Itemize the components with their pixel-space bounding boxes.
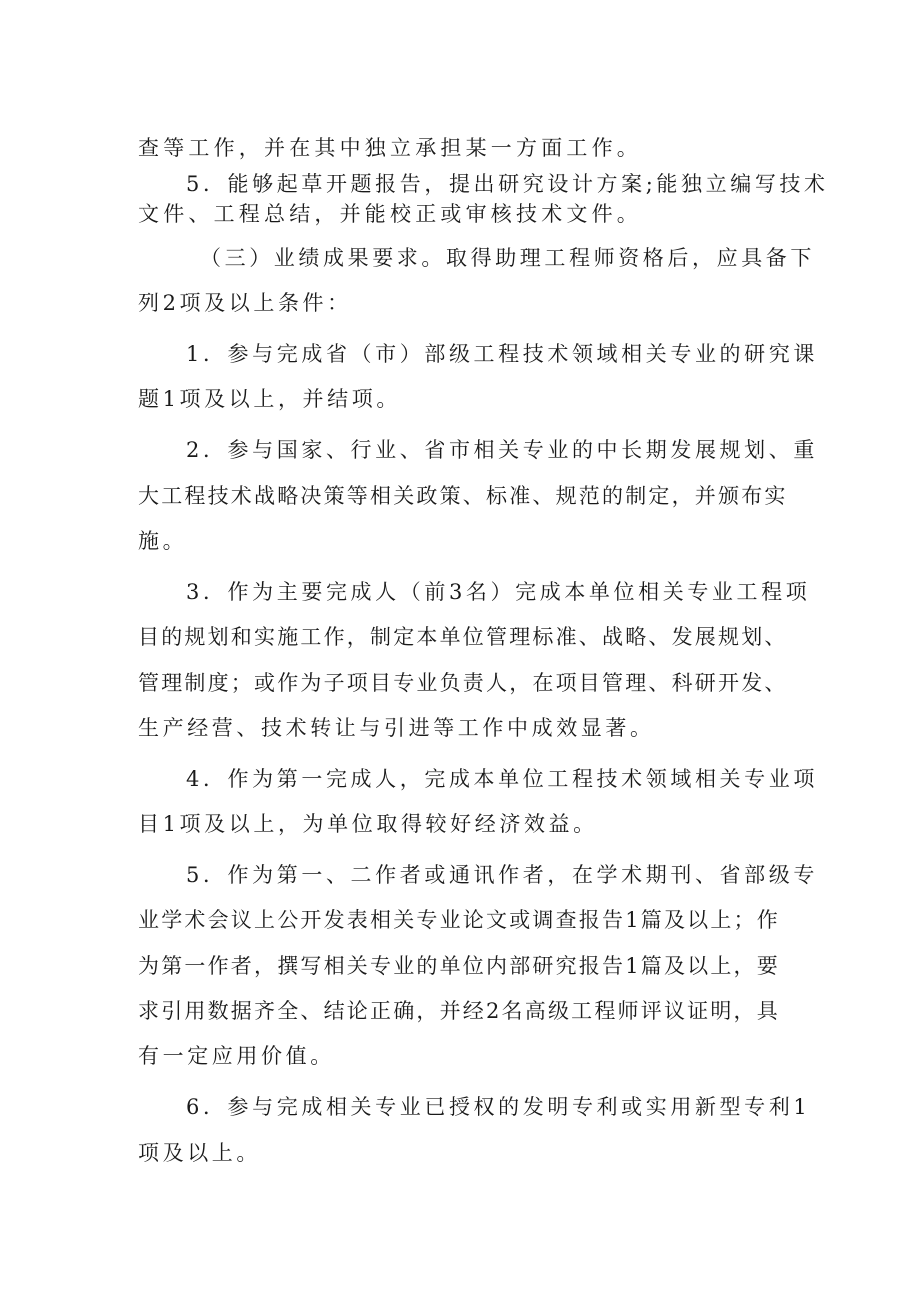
list-item-line: 项及以上。 — [138, 1141, 261, 1165]
list-item-line: 有一定应用价值。 — [138, 1044, 335, 1068]
list-item-line: 1．参与完成省（市）部级工程技术领域相关专业的研究课 — [186, 342, 818, 366]
list-item-line: 为第一作者，撰写相关专业的单位内部研究报告1篇及以上，要 — [138, 954, 780, 978]
list-item-line: 生产经营、技术转让与引进等工作中成效显著。 — [138, 716, 655, 740]
list-item-line: 4．作为第一完成人，完成本单位工程技术领域相关专业项 — [186, 767, 818, 791]
list-item-line: 大工程技术战略决策等相关政策、标准、规范的制定，并颁布实 — [138, 484, 788, 508]
list-item-line: 2．参与国家、行业、省市相关专业的中长期发展规划、重 — [186, 438, 818, 462]
list-item-line: 5．能够起草开题报告，提出研究设计方案;能独立编写技术 — [186, 172, 829, 196]
list-item-line: 目1项及以上，为单位取得较好经济效益。 — [138, 812, 598, 836]
list-item-line: 题1项及以上，并结项。 — [138, 387, 401, 411]
paragraph-line: 查等工作，并在其中独立承担某一方面工作。 — [138, 136, 642, 160]
section-heading-line: 列2项及以上条件： — [138, 291, 352, 315]
list-item-line: 业学术会议上公开发表相关专业论文或调查报告1篇及以上；作 — [138, 908, 780, 932]
list-item-line: 管理制度；或作为子项目专业负责人，在项目管理、科研开发、 — [138, 671, 788, 695]
list-item-line: 5．作为第一、二作者或通讯作者，在学术期刊、省部级专 — [186, 863, 818, 887]
list-item-line: 目的规划和实施工作，制定本单位管理标准、战略、发展规划、 — [138, 625, 788, 649]
list-item-line: 3．作为主要完成人（前3名）完成本单位相关专业工程项 — [186, 580, 811, 604]
list-item-line: 6．参与完成相关专业已授权的发明专利或实用新型专利1 — [186, 1095, 811, 1119]
list-item-line: 文件、工程总结，并能校正或审核技术文件。 — [138, 202, 642, 226]
section-heading-line: （三）业绩成果要求。取得助理工程师资格后，应具备下 — [200, 246, 815, 270]
list-item-line: 求引用数据齐全、结论正确，并经2名高级工程师评议证明，具 — [138, 999, 780, 1023]
list-item-line: 施。 — [138, 529, 188, 553]
